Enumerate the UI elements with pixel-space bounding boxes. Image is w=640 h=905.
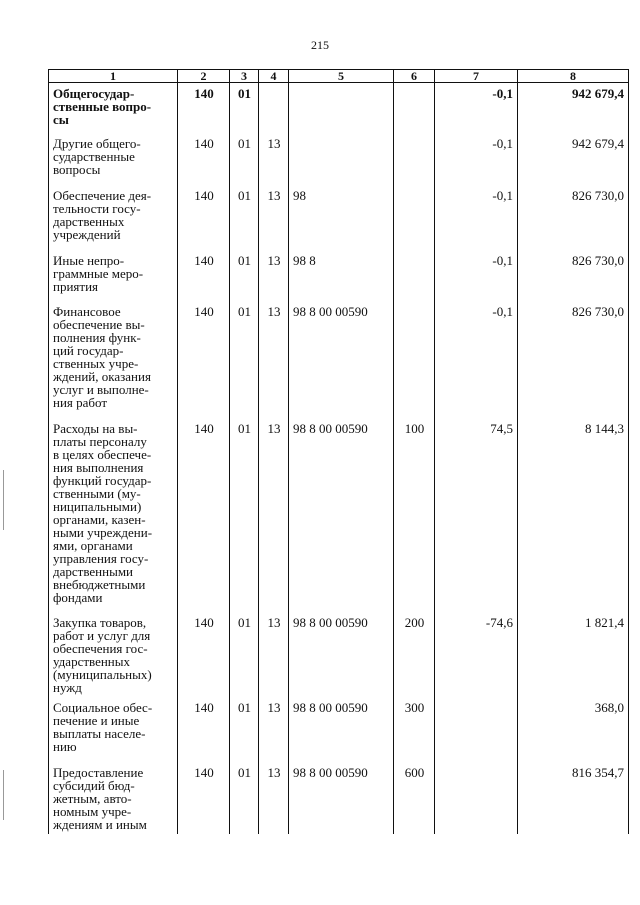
cell-col5: 98 8 00 00590 [289, 612, 394, 697]
row-name: Общегосудар- ственные вопро- сы [53, 86, 152, 127]
cell-col2: 140 [178, 301, 230, 418]
row-name: Иные непро- граммные меро- приятия [53, 252, 144, 294]
cell-col4: 13 [259, 301, 289, 418]
cell-col7: 74,5 [435, 418, 518, 612]
row-name: Социальное обес- печение и иные выплаты населе- нию [53, 699, 153, 754]
cell-col2: 140 [178, 612, 230, 697]
budget-table [48, 69, 629, 834]
cell-col3: 01 [230, 762, 259, 834]
cell-col2: 140 [178, 697, 230, 762]
cell-col4: 13 [259, 697, 289, 762]
cell-col6 [394, 83, 435, 133]
cell-col7 [435, 762, 518, 834]
header-cell: 5 [289, 70, 394, 83]
cell-col2: 140 [178, 185, 230, 250]
table-row [49, 133, 629, 185]
header-cell: 6 [394, 70, 435, 83]
table-row [49, 250, 629, 301]
row-name: Другие общего- сударственные вопросы [53, 135, 141, 177]
cell-col3: 01 [230, 185, 259, 250]
cell-col6: 100 [394, 418, 435, 612]
header-cell: 3 [230, 70, 259, 83]
cell-col7: -74,6 [435, 612, 518, 697]
cell-col3: 01 [230, 697, 259, 762]
cell-col6 [394, 301, 435, 418]
cell-col2: 140 [178, 133, 230, 185]
table-row [49, 185, 629, 250]
cell-col2: 140 [178, 250, 230, 301]
cell-col8: 816 354,7 [518, 762, 629, 834]
cell-col4: 13 [259, 250, 289, 301]
cell-col4: 13 [259, 762, 289, 834]
header-row [49, 70, 629, 83]
row-name: Обеспечение дея- тельности госу- дарственных учреждений [53, 187, 152, 242]
cell-col3: 01 [230, 83, 259, 133]
cell-col6: 600 [394, 762, 435, 834]
cell-col6: 200 [394, 612, 435, 697]
cell-col4: 13 [259, 612, 289, 697]
cell-col5 [289, 83, 394, 133]
cell-col5: 98 [289, 185, 394, 250]
cell-col8: 368,0 [518, 697, 629, 762]
cell-col8: 942 679,4 [518, 83, 629, 133]
cell-col4: 13 [259, 133, 289, 185]
page-number: 215 [311, 38, 329, 52]
cell-col8: 826 730,0 [518, 301, 629, 418]
cell-col6: 300 [394, 697, 435, 762]
cell-col8: 826 730,0 [518, 250, 629, 301]
cell-col8: 1 821,4 [518, 612, 629, 697]
cell-col5: 98 8 00 00590 [289, 697, 394, 762]
cell-col8: 8 144,3 [518, 418, 629, 612]
cell-col8: 826 730,0 [518, 185, 629, 250]
cell-col7: -0,1 [435, 185, 518, 250]
cell-col2: 140 [178, 762, 230, 834]
table-row [49, 697, 629, 762]
cell-col6 [394, 185, 435, 250]
cell-col5: 98 8 00 00590 [289, 762, 394, 834]
table-row [49, 418, 629, 612]
row-name: Закупка товаров, работ и услуг для обеспечения гос- ударственных (муниципальных) нужд [53, 614, 152, 695]
cell-col7 [435, 697, 518, 762]
header-cell: 4 [259, 70, 289, 83]
row-name: Финансовое обеспечение вы- полнения функ- ций государ- ственных учре- ждений, оказания услуг и выполне- ния работ [53, 303, 151, 410]
cell-col3: 01 [230, 301, 259, 418]
cell-col4 [259, 83, 289, 133]
cell-col8: 942 679,4 [518, 133, 629, 185]
cell-col5: 98 8 [289, 250, 394, 301]
cell-col3: 01 [230, 133, 259, 185]
scan-margin-mark [3, 470, 4, 530]
cell-col7: -0,1 [435, 301, 518, 418]
table-row [49, 83, 629, 133]
table-row [49, 301, 629, 418]
header-cell: 8 [518, 70, 629, 83]
cell-col7: -0,1 [435, 83, 518, 133]
cell-col7: -0,1 [435, 250, 518, 301]
cell-col6 [394, 133, 435, 185]
row-name: Предоставление субсидий бюд- жетным, авто- номным учре- ждениям и иным [53, 764, 147, 832]
scan-margin-mark [3, 770, 4, 820]
cell-col3: 01 [230, 250, 259, 301]
header-cell: 2 [178, 70, 230, 83]
cell-col3: 01 [230, 418, 259, 612]
cell-col5: 98 8 00 00590 [289, 418, 394, 612]
cell-col2: 140 [178, 418, 230, 612]
cell-col5 [289, 133, 394, 185]
cell-col6 [394, 250, 435, 301]
header-cell: 7 [435, 70, 518, 83]
table-row [49, 612, 629, 697]
cell-col2: 140 [178, 83, 230, 133]
cell-col7: -0,1 [435, 133, 518, 185]
cell-col5: 98 8 00 00590 [289, 301, 394, 418]
header-cell: 1 [49, 70, 178, 83]
table-row [49, 762, 629, 834]
cell-col3: 01 [230, 612, 259, 697]
cell-col4: 13 [259, 185, 289, 250]
row-name: Расходы на вы- платы персоналу в целях обеспече- ния выполнения функций государ- ственными (му- ниципальными) органами, казен- ными учреждени- ями, органами управления госу- дарственными внебюджетными фондами [53, 420, 153, 605]
cell-col4: 13 [259, 418, 289, 612]
